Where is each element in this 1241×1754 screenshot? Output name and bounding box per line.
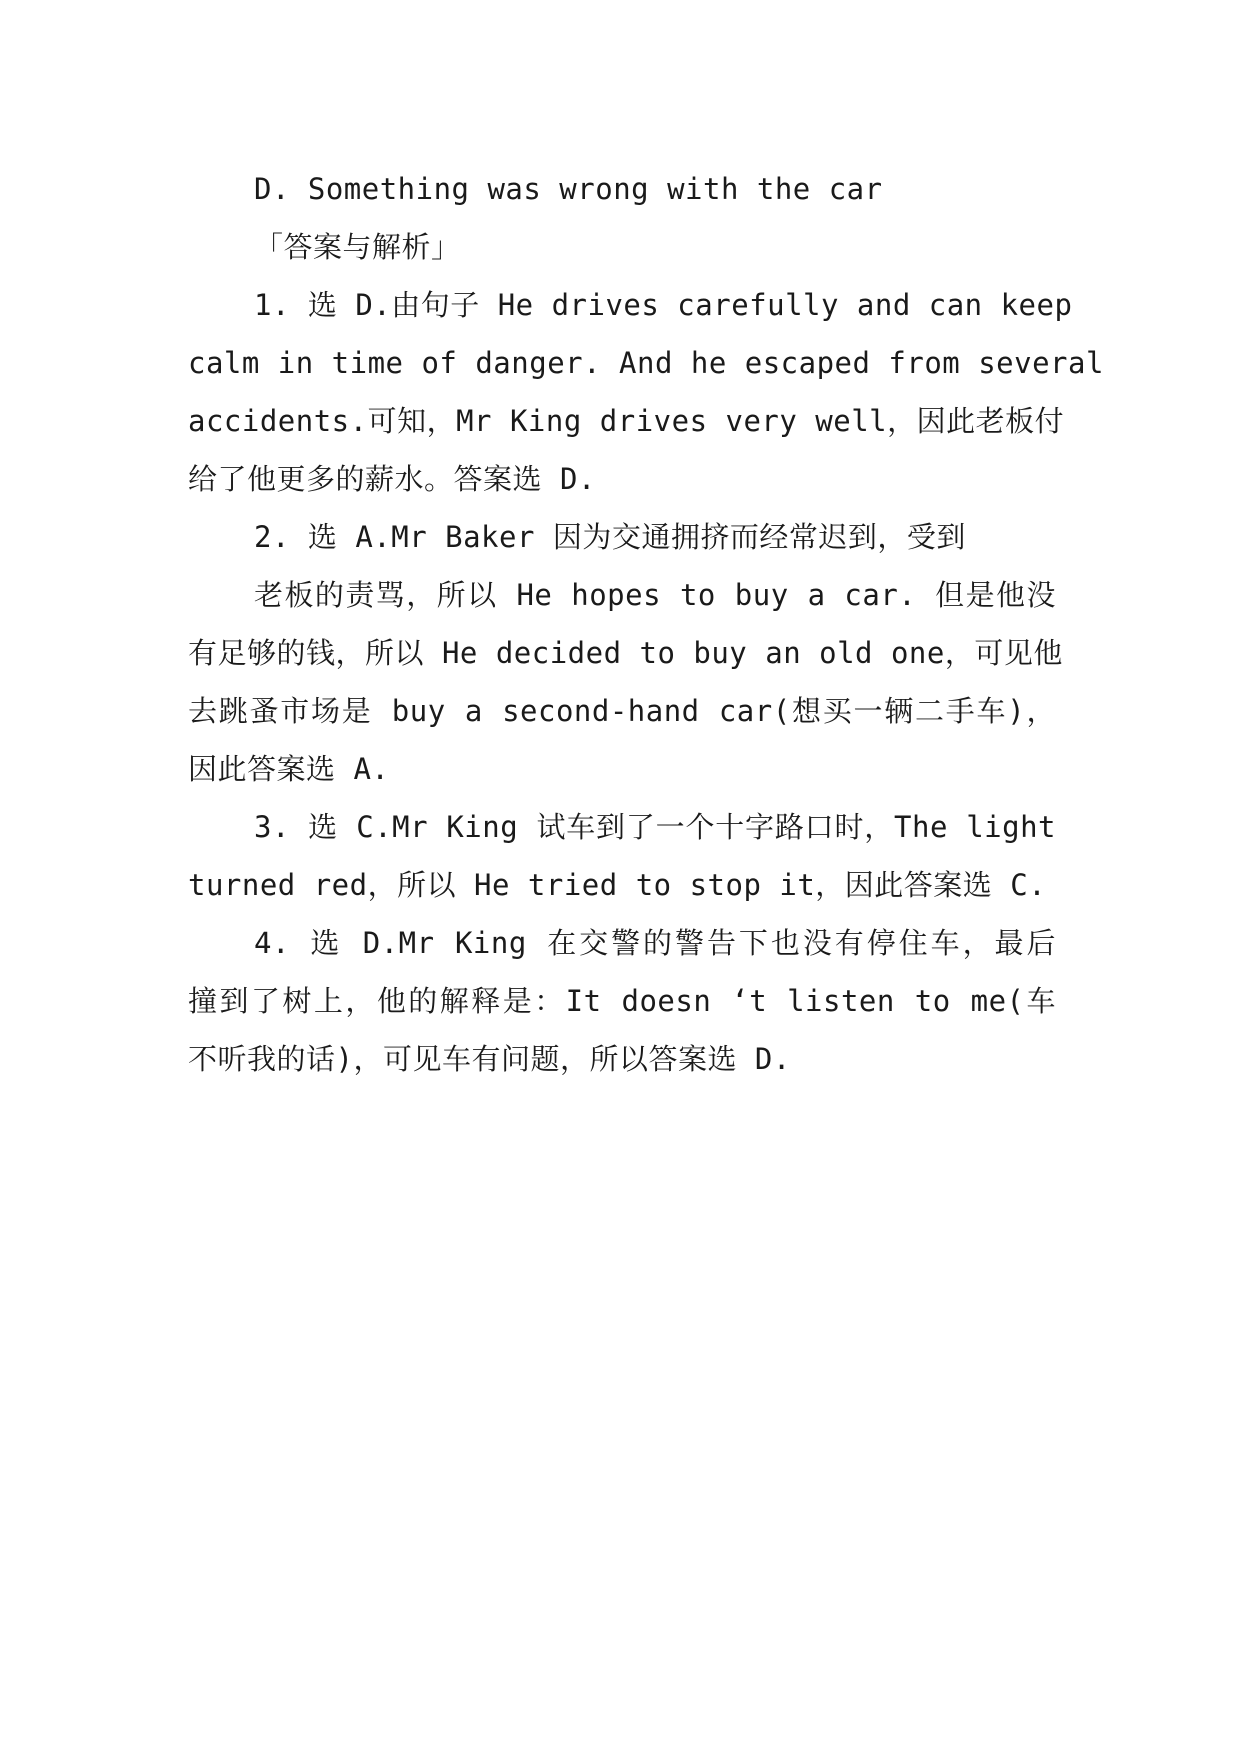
explanation-line: 因此答案选 A. xyxy=(188,752,390,786)
explanation-line: 3. 选 C.Mr King 试车到了一个十字路口时，The light xyxy=(254,810,1056,844)
explanation-4 xyxy=(188,914,1056,1088)
answer-analysis-heading: 「答案与解析」 xyxy=(254,230,461,264)
option-d-text: D. Something was wrong with the car xyxy=(254,172,883,206)
explanation-line: 1. 选 D.由句子 He drives carefully and can keep xyxy=(254,288,1073,322)
explanation-line: 不听我的话)，可见车有问题，所以答案选 D. xyxy=(188,1042,791,1076)
explanation-line: 4. 选 D.Mr King 在交警的警告下也没有停住车，最后 xyxy=(254,926,1056,960)
explanation-line: 给了他更多的薪水。答案选 D. xyxy=(188,462,596,496)
explanation-2 xyxy=(188,508,1063,798)
explanation-line: 撞到了树上，他的解释是：It doesn ‘t listen to me(车 xyxy=(188,984,1056,1018)
explanation-line: 有足够的钱，所以 He decided to buy an old one，可见他 xyxy=(188,636,1063,670)
explanation-line: turned red，所以 He tried to stop it，因此答案选 C. xyxy=(188,868,1047,902)
explanation-line: 老板的责骂，所以 He hopes to buy a car. 但是他没 xyxy=(254,578,1056,612)
explanation-line: 去跳蚤市场是 buy a second-hand car(想买一辆二手车)， xyxy=(188,694,1056,728)
explanation-3 xyxy=(188,798,1056,914)
explanation-line: calm in time of danger. And he escaped from several xyxy=(188,346,1104,380)
explanation-line: 2. 选 A.Mr Baker 因为交通拥挤而经常迟到，受到 xyxy=(254,520,966,554)
document-page xyxy=(188,160,1104,1088)
explanation-1 xyxy=(188,276,1104,508)
explanation-line: accidents.可知，Mr King drives very well，因此老板付 xyxy=(188,404,1065,438)
